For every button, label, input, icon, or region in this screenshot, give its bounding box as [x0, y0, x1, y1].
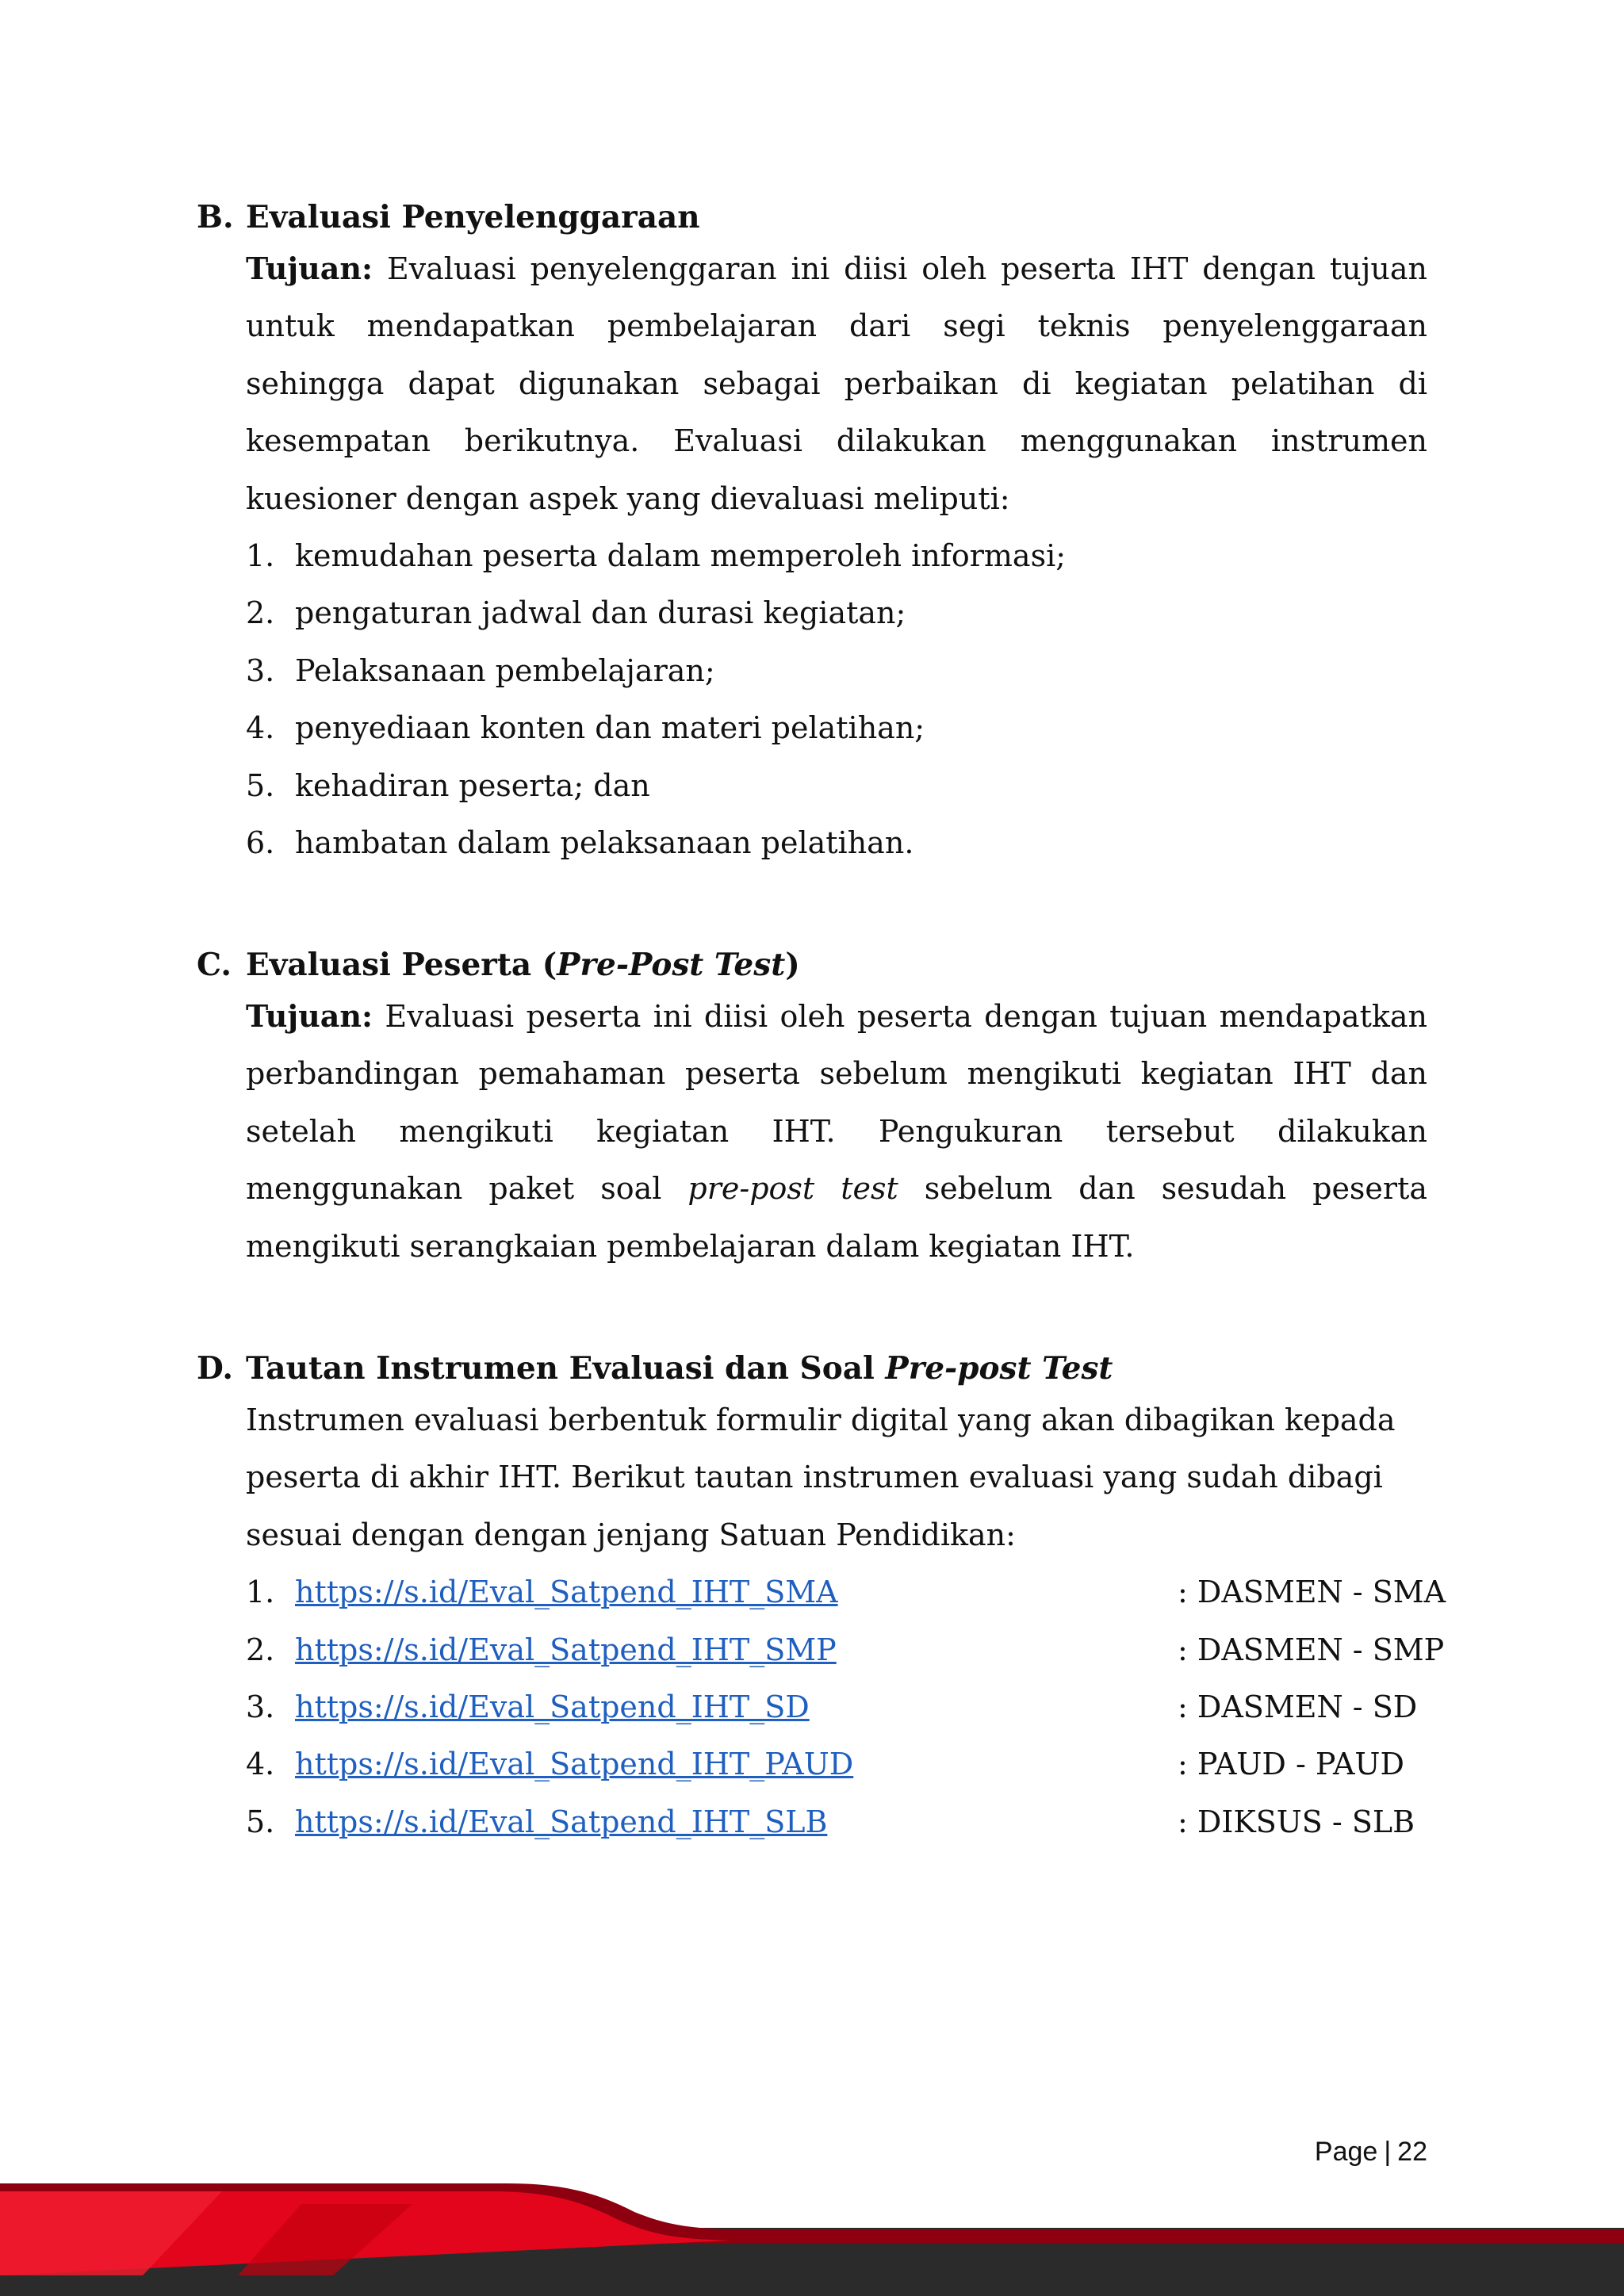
section-letter: D.	[197, 1350, 234, 1387]
list-number: 5.	[246, 767, 275, 803]
evaluation-link-slb[interactable]: https://s.id/Eval_Satpend_IHT_SLB	[295, 1804, 828, 1839]
list-number: 2.	[246, 595, 275, 631]
link-item	[246, 1563, 1446, 1621]
list-number: 4.	[246, 1747, 275, 1782]
link-level-label: : DASMEN - SMA	[1178, 1575, 1446, 1610]
page-separator: |	[1384, 2137, 1392, 2167]
list-item	[246, 584, 1427, 641]
list-item	[246, 814, 1427, 871]
evaluation-link-paud[interactable]: https://s.id/Eval_Satpend_IHT_PAUD	[295, 1747, 854, 1782]
purpose-paragraph	[246, 240, 1427, 527]
purpose-text: Evaluasi penyelenggaran ini diisi oleh peserta IHT dengan tujuan untuk mendapatkan pembelajaran dari segi teknis penyelenggaraan sehingga dapat digunakan sebagai perbaikan di kegiatan pelatihan di kesempatan berikutnya. Evaluasi dilakukan menggunakan instrumen kuesioner dengan aspek yang dievaluasi meliputi:	[246, 251, 1427, 516]
list-text: penyediaan konten dan materi pelatihan;	[295, 710, 925, 746]
section-title: Evaluasi Penyelenggaraan	[246, 199, 700, 235]
link-level-label: : DASMEN - SD	[1178, 1689, 1418, 1724]
section-body	[246, 988, 1427, 1275]
link-level-label: : PAUD - PAUD	[1178, 1747, 1404, 1782]
intro-paragraph: Instrumen evaluasi berbentuk formulir digital yang akan dibagikan kepada peserta di akhir IHT. Berikut tautan instrumen evaluasi yang sudah dibagi sesuai dengan dengan jenjang Satuan Pendidikan:	[246, 1402, 1396, 1552]
section-body	[246, 1391, 1446, 1850]
evaluation-link-sma[interactable]: https://s.id/Eval_Satpend_IHT_SMA	[295, 1575, 838, 1610]
section-title-end: )	[785, 947, 800, 983]
link-item	[246, 1793, 1427, 1850]
list-text: kehadiran peserta; dan	[295, 767, 650, 803]
section-title-emphasis: Pre-Post Test	[557, 947, 786, 983]
section-title: Tautan Instrumen Evaluasi dan Soal	[246, 1350, 886, 1387]
footer-band	[0, 2172, 1624, 2296]
purpose-text: Evaluasi peserta ini diisi oleh peserta dengan tujuan mendapatkan perbandingan pemahaman peserta sebelum mengikuti kegiatan IHT dan setelah mengikuti kegiatan IHT. Pengukuran tersebut dilakukan menggunakan paket soal	[246, 999, 1427, 1207]
list-number: 3.	[246, 652, 275, 688]
section-letter: C.	[197, 947, 232, 983]
section-letter: B.	[197, 199, 234, 235]
purpose-emphasis: pre-post test	[688, 1171, 898, 1207]
list-item	[246, 699, 1427, 756]
link-level-label: : DIKSUS - SLB	[1178, 1804, 1415, 1839]
list-number: 2.	[246, 1632, 275, 1667]
list-item	[246, 527, 1427, 584]
section-b	[197, 194, 1427, 871]
list-number: 1.	[246, 1575, 275, 1610]
purpose-label: Tujuan:	[246, 998, 373, 1034]
section-title-emphasis: Pre-post Test	[885, 1350, 1113, 1387]
purpose-paragraph	[246, 988, 1427, 1275]
section-heading	[197, 194, 1427, 240]
evaluation-link-smp[interactable]: https://s.id/Eval_Satpend_IHT_SMP	[295, 1632, 837, 1667]
section-heading	[197, 942, 1427, 988]
link-level-label: : DASMEN - SMP	[1178, 1632, 1445, 1667]
list-text: pengaturan jadwal dan durasi kegiatan;	[295, 595, 906, 631]
list-number: 6.	[246, 825, 275, 860]
list-number: 1.	[246, 538, 275, 574]
page-number-value: 22	[1397, 2137, 1427, 2167]
section-d	[197, 1345, 1446, 1850]
list-text: kemudahan peserta dalam memperoleh informasi;	[295, 538, 1067, 574]
list-text: Pelaksanaan pembelajaran;	[295, 652, 715, 688]
section-body	[246, 240, 1427, 871]
section-title: Evaluasi Peserta (	[246, 947, 557, 983]
list-number: 3.	[246, 1689, 275, 1724]
list-item	[246, 757, 1427, 814]
section-c	[197, 942, 1427, 1275]
list-number: 5.	[246, 1804, 275, 1839]
evaluation-link-sd[interactable]: https://s.id/Eval_Satpend_IHT_SD	[295, 1689, 810, 1724]
aspect-list	[246, 527, 1427, 871]
link-item	[246, 1678, 1427, 1735]
purpose-text-end: sebelum dan sesudah peserta mengikuti serangkaian pembelajaran dalam kegiatan IHT.	[246, 1171, 1428, 1264]
list-text: hambatan dalam pelaksanaan pelatihan.	[295, 825, 914, 860]
list-item	[246, 642, 1427, 699]
link-item	[246, 1735, 1427, 1793]
list-number: 4.	[246, 710, 275, 746]
page-label: Page	[1314, 2137, 1378, 2167]
link-list	[246, 1563, 1446, 1850]
link-item	[246, 1621, 1445, 1678]
page-number	[1315, 2137, 1427, 2168]
purpose-label: Tujuan:	[246, 251, 373, 286]
section-heading	[197, 1345, 1427, 1391]
